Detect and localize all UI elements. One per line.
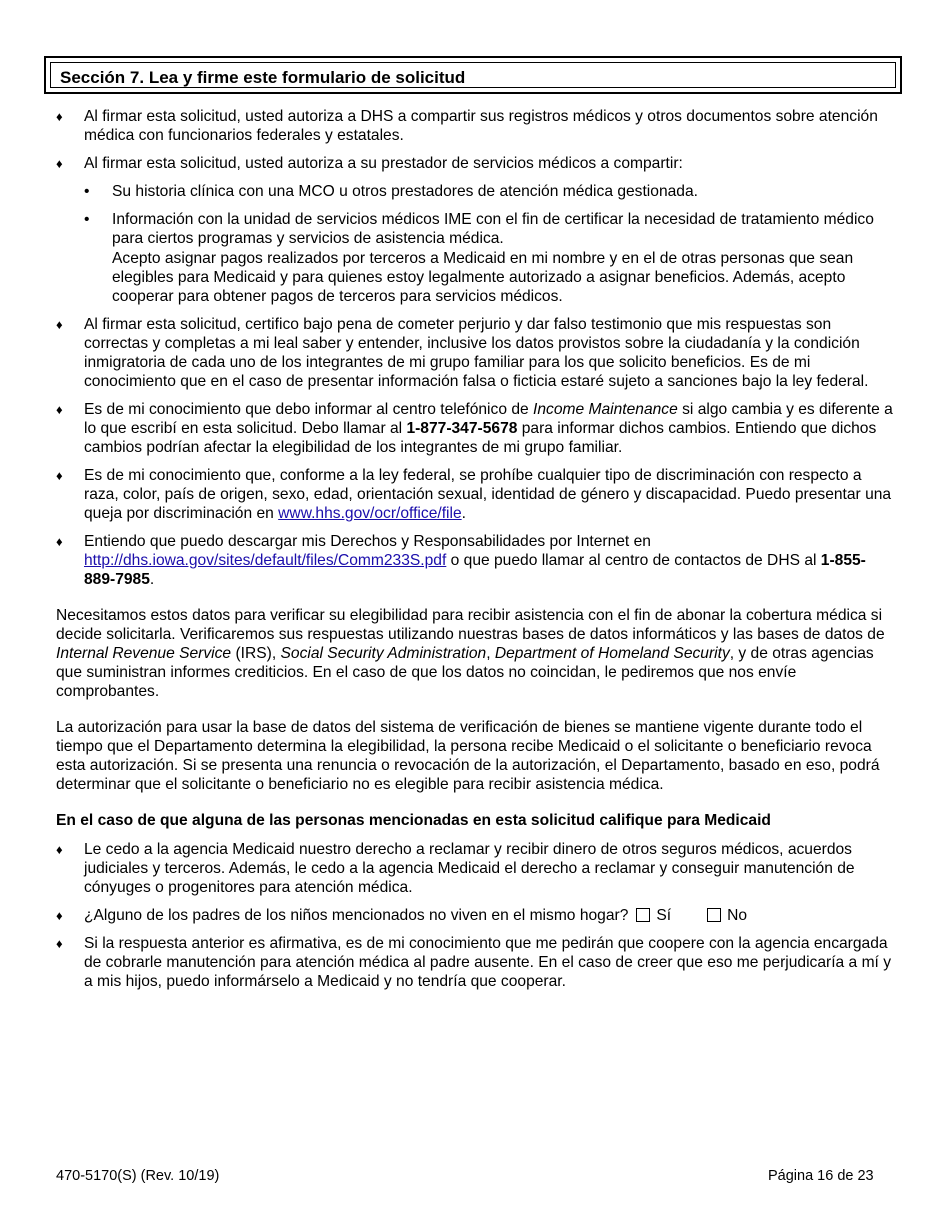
sub-bullet-mco: • Su historia clínica con una MCO u otros prestadores de atención médica gestionada. [84,183,698,200]
yes-label: Sí [656,907,672,924]
bullet-cooperation: ♦ Si la respuesta anterior es afirmativa, es de mi conocimiento que me pedirán que coopere con la agencia encargada de cobrarle manutención para atención médica al padre ausente. En el caso de creer que eso me perjudicaría a mí y a mis hijos, puedo informárselo a Medicaid y no tendría que cooperar. [56,935,892,990]
bullet-medicaid-assignment: ♦ Le cedo a la agencia Medicaid nuestro derecho a reclamar y recibir dinero de otros seguros médicos, acuerdos judiciales y terceros. Además, le cedo a la agencia Medicaid el derecho a reclamar y conseguir manutención de cónyuges o progenitores para atención médica. [56,841,855,896]
page-number: Página 16 de 23 [768,1168,874,1184]
diamond-bullet-icon: ♦ [56,468,63,483]
dot-bullet-icon: • [84,183,90,200]
form-content [56,107,896,1000]
verification-paragraph: Necesitamos estos datos para verificar su elegibilidad para recibir asistencia con el fin de abonar la cobertura médica si decide solicitarla. Verificaremos sus respuestas utilizando nuestras bases de datos informáticos y las bases de datos de Internal Revenue Service (IRS), Social Security Administration, Department of Homeland Security, y de otras agencias que suministran informes crediticios. En el caso de que los datos no coincidan, le pediremos que nos envíe comprobantes. [56,607,885,700]
sub-bullet-ime: • Información con la unidad de servicios médicos IME con el fin de certificar la necesidad de tratamiento médico para ciertos programas y servicios de asistencia médica. [84,211,874,247]
bullet-dhs-sharing: ♦ Al firmar esta solicitud, usted autoriza a DHS a compartir sus registros médicos y otros documentos sobre atención médica con funcionarios federales y estatales. [56,108,878,144]
diamond-bullet-icon: ♦ [56,534,63,549]
bullet-absent-parent-question: ♦ ¿Alguno de los padres de los niños mencionados no viven en el mismo hogar? Sí No [56,907,748,924]
bullet-perjury: ♦ Al firmar esta solicitud, certifico bajo pena de cometer perjurio y dar falso testimonio que mis respuestas son correctas y completas a mi leal saber y entender, inclusive los datos provistos sobre la ciudadanía y la condición inmigratoria de cada uno de los integrantes de mi grupo familiar para los que solicito beneficios. Es de mi conocimiento que en el caso de presentar información falsa o ficticia estaré sujeto a sanciones bajo la ley federal. [56,316,869,390]
no-checkbox[interactable] [707,908,721,922]
diamond-bullet-icon: ♦ [56,842,63,857]
yes-checkbox[interactable] [636,908,650,922]
comm233s-pdf-link[interactable]: http://dhs.iowa.gov/sites/default/files/Comm233S.pdf [84,552,447,569]
no-label: No [727,907,748,924]
diamond-bullet-icon: ♦ [56,156,63,171]
income-maintenance-phone: 1-877-347-5678 [406,420,518,437]
diamond-bullet-icon: ♦ [56,936,63,951]
asset-verification-paragraph: La autorización para usar la base de datos del sistema de verificación de bienes se mantiene vigente durante todo el tiempo que el Departamento determina la elegibilidad, la persona recibe Medicaid o el solicitante o beneficiario revoca esta autorización. Si se presenta una renuncia o revocación de la autorización, el Departamento, basado en eso, podrá determinar que el solicitante o beneficiario no es elegible para recibir asistencia médica. [56,719,880,793]
third-party-payments-text: Acepto asignar pagos realizados por terceros a Medicaid en mi nombre y en el de otras personas que sean elegibles para Medicaid y para quienes estoy legalmente autorizado a asignar beneficios. Además, acepto cooperar para obtener pagos de terceros para servicios médicos. [112,250,854,305]
section-title: Sección 7. Lea y firme este formulario de solicitud [50,62,896,88]
dot-bullet-icon: • [84,211,90,228]
diamond-bullet-icon: ♦ [56,908,63,923]
bullet-discrimination: ♦ Es de mi conocimiento que, conforme a la ley federal, se prohíbe cualquier tipo de discriminación con respecto a raza, color, país de origen, sexo, edad, orientación sexual, identidad de género y discapacidad. Puedo presentar una queja por discriminación en www.hhs.gov/ocr/office/file. [56,467,892,522]
medicaid-heading: En el caso de que alguna de las personas mencionadas en esta solicitud califique para Medicaid [56,812,771,829]
hhs-ocr-link[interactable]: www.hhs.gov/ocr/office/file [278,505,462,522]
section-header-box [44,56,902,94]
diamond-bullet-icon: ♦ [56,109,63,124]
dhs-contact-phone: 1-855-889-7985 [84,552,866,588]
bullet-report-changes: ♦ Es de mi conocimiento que debo informar al centro telefónico de Income Maintenance si algo cambia y es diferente a lo que escribí en esta solicitud. Debo llamar al 1-877-347-5678 para informar dichos cambios. Entiendo que dichos cambios podrían afectar la elegibilidad de los integrantes de mi grupo familiar. [56,401,893,456]
bullet-provider-sharing: ♦ Al firmar esta solicitud, usted autoriza a su prestador de servicios médicos a compartir: [56,155,683,172]
diamond-bullet-icon: ♦ [56,402,63,417]
bullet-rights: ♦ Entiendo que puedo descargar mis Derechos y Responsabilidades por Internet en http://dhs.iowa.gov/sites/default/files/Comm233S.pdf o que puedo llamar al centro de contactos de DHS al 1-855-889-7985. [56,533,866,588]
diamond-bullet-icon: ♦ [56,317,63,332]
form-number: 470-5170(S) (Rev. 10/19) [56,1168,220,1184]
